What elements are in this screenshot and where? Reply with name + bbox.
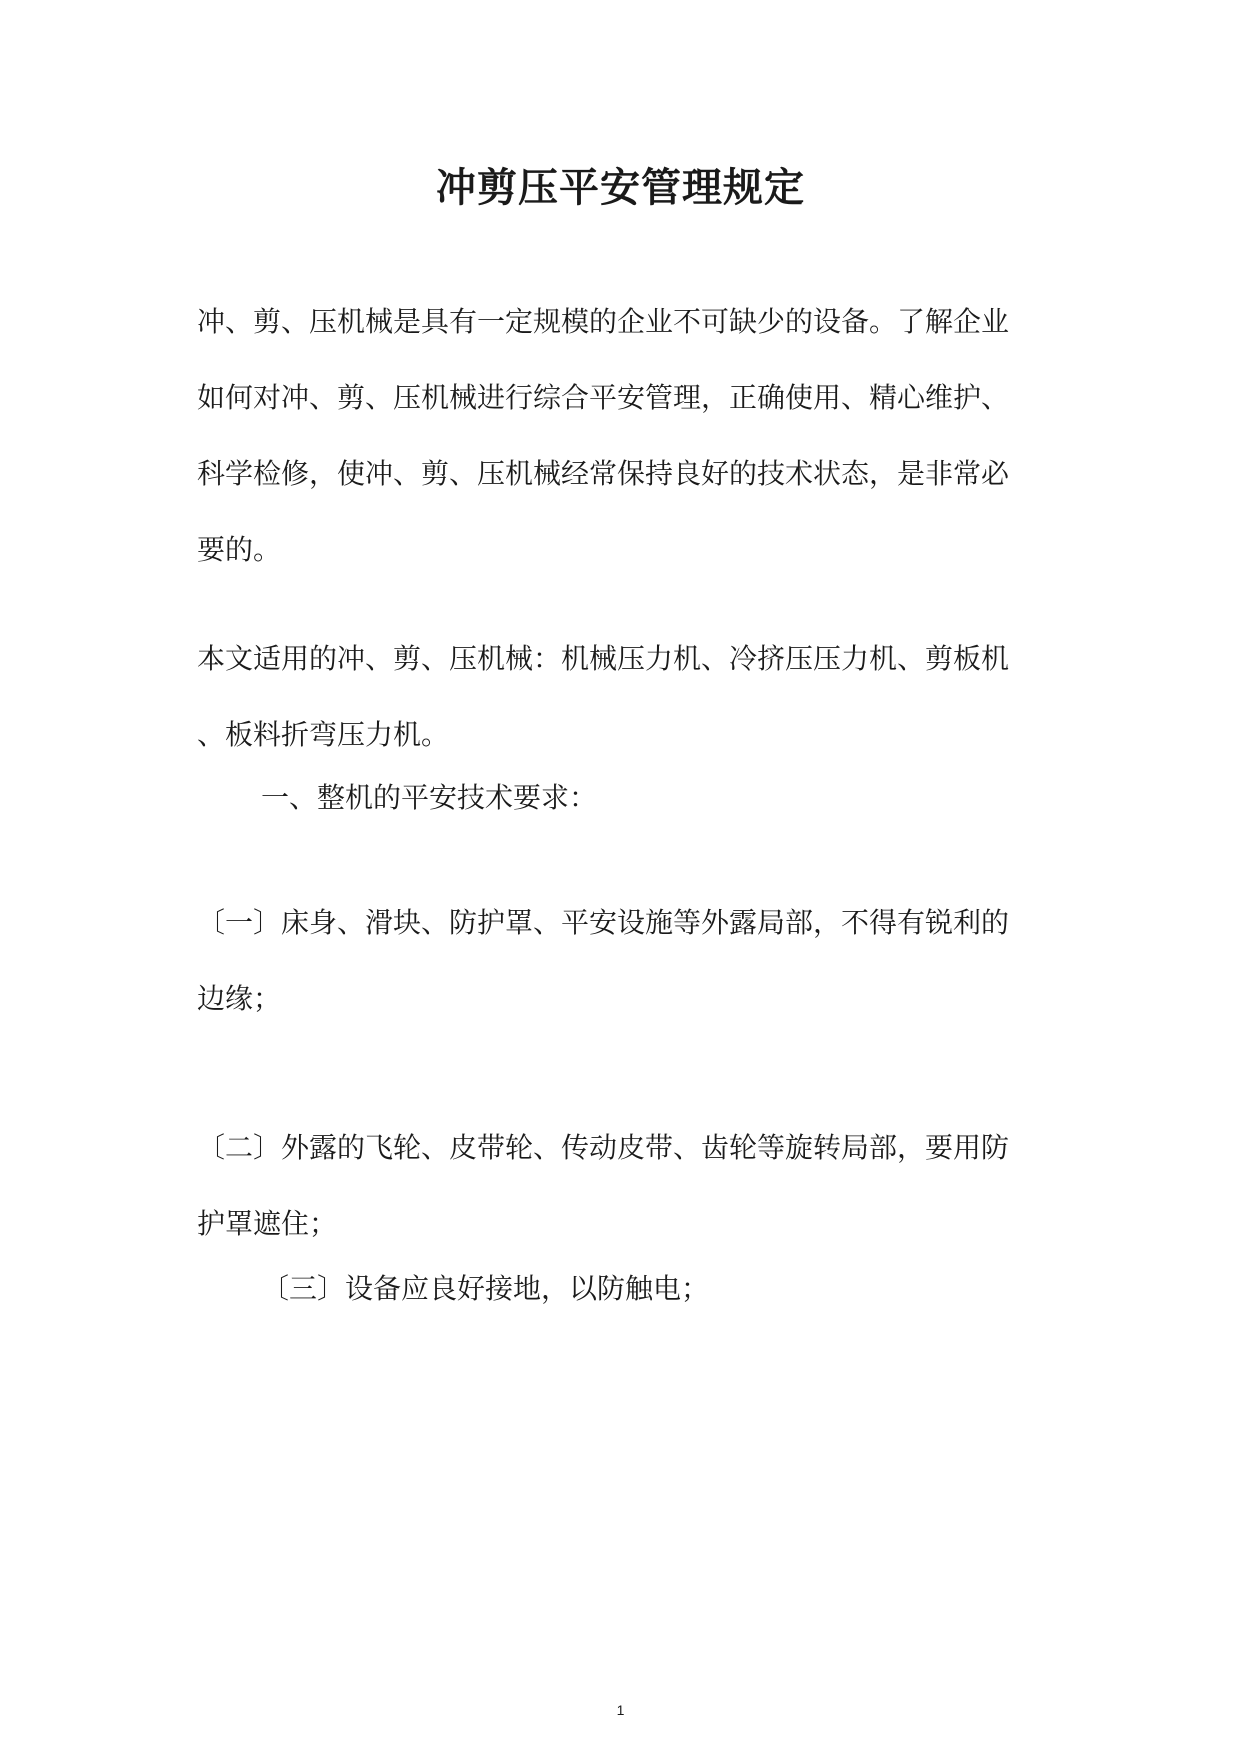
item-2-paragraph [197,1110,1057,1262]
text-line: 〔一〕床身、滑块、防护罩、平安设施等外露局部，不得有锐利的 [197,906,1010,939]
text-line: 边缘； [197,982,282,1015]
text-line: 、板料折弯压力机。 [197,718,450,751]
item-1-paragraph [197,885,1057,1037]
intro-paragraph [197,284,1057,588]
text-line: 一、整机的平安技术要求： [261,781,598,814]
text-line: 科学检修，使冲、剪、压机械经常保持良好的技术状态，是非常必 [197,457,1010,490]
text-line: 如何对冲、剪、压机械进行综合平安管理，正确使用、精心维护、 [197,381,1010,414]
text-line: 〔二〕外露的飞轮、皮带轮、传动皮带、齿轮等旋转局部，要用防 [197,1131,1010,1164]
text-line: 〔三〕设备应良好接地，以防触电； [261,1272,710,1305]
text-line: 护罩遮住； [197,1207,338,1240]
document-title: 冲剪压平安管理规定 [436,164,805,211]
text-line: 要的。 [197,533,282,566]
item-3-paragraph [261,1251,1121,1327]
text-line: 本文适用的冲、剪、压机械：机械压力机、冷挤压压力机、剪板机 [197,642,1010,675]
text-line: 冲、剪、压机械是具有一定规模的企业不可缺少的设备。了解企业 [197,305,1010,338]
page-number: 1 [616,1702,625,1718]
section-heading [261,760,1121,836]
scope-paragraph [197,621,1057,773]
